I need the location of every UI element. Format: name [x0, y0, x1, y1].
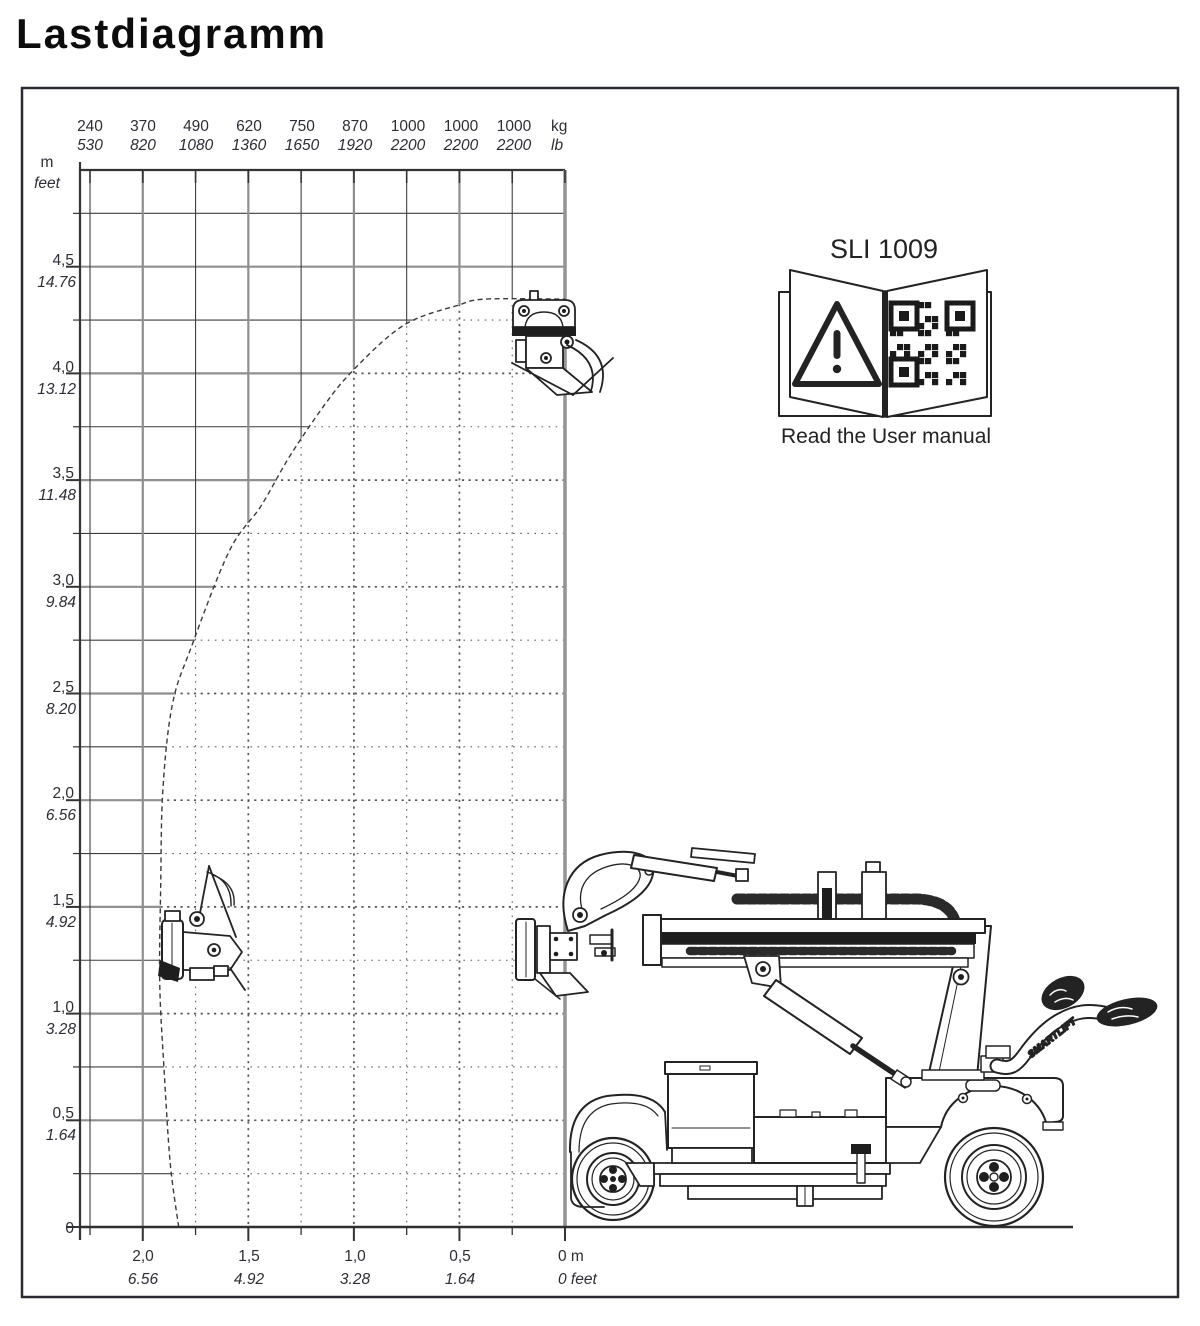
reach-zero-m-label: 0 m	[558, 1248, 584, 1265]
attachment-top-position	[512, 291, 613, 395]
lb-unit-label: lb	[551, 137, 564, 154]
height-feet-label: 1.64	[45, 1127, 76, 1144]
load-lb-label: 1360	[231, 137, 267, 154]
height-m-label: 1,5	[52, 892, 74, 909]
user-manual-annotation	[779, 234, 991, 448]
height-feet-label: 11.48	[38, 487, 76, 504]
axis-ticks	[66, 170, 565, 1241]
height-feet-label: 13.12	[37, 381, 76, 398]
load-lb-label: 530	[77, 137, 103, 154]
handle-grip-right	[1094, 992, 1160, 1031]
load-lb-label: 1650	[284, 137, 320, 154]
x-axis-labels	[128, 1248, 598, 1288]
height-feet-label: 6.56	[45, 807, 76, 824]
reach-m-label: 1,5	[238, 1248, 260, 1265]
load-lb-label: 2200	[443, 137, 479, 154]
height-m-label: 2,5	[52, 679, 74, 696]
y-axis-labels	[34, 154, 76, 1237]
model-label: SLI 1009	[829, 234, 939, 264]
capacity-envelope-curve	[160, 299, 565, 1227]
battery-box	[665, 1062, 757, 1163]
height-feet-label: 3.28	[45, 1021, 76, 1038]
height-m-label: 0,5	[52, 1105, 74, 1122]
load-kg-label: 490	[183, 118, 209, 135]
height-feet-label: 9.84	[45, 594, 76, 611]
machine-drawing	[516, 848, 1160, 1226]
reach-feet-label: 6.56	[127, 1271, 159, 1288]
load-kg-label: 620	[236, 118, 262, 135]
read-manual-note: Read the User manual	[780, 425, 992, 448]
lift-cylinder	[744, 956, 911, 1088]
load-lb-label: 2200	[390, 137, 426, 154]
reach-zero-feet-label: 0 feet	[558, 1271, 597, 1288]
height-m-label: 1,0	[52, 999, 74, 1016]
reach-feet-label: 4.92	[233, 1271, 265, 1288]
reach-m-label: 0,5	[449, 1248, 471, 1265]
tilt-cylinder-plate	[691, 848, 755, 863]
load-lb-label: 1080	[178, 137, 214, 154]
top-axis-labels	[77, 118, 567, 154]
load-kg-label: 370	[130, 118, 156, 135]
page-title: Lastdiagramm	[16, 10, 328, 57]
grid-dotted	[80, 170, 565, 1227]
height-m-label: 2,0	[52, 785, 74, 802]
load-kg-label: 750	[289, 118, 315, 135]
grid-solid	[80, 170, 565, 1227]
load-lb-label: 820	[130, 137, 156, 154]
height-m-label: 4,5	[52, 252, 74, 269]
m-unit-label: m	[40, 154, 54, 171]
kg-unit-label: kg	[551, 118, 568, 135]
load-kg-label: 1000	[390, 118, 426, 135]
load-kg-label: 1000	[496, 118, 532, 135]
load-lb-label: 1920	[337, 137, 373, 154]
height-m-label: 4,0	[52, 359, 74, 376]
height-zero-label: 0	[65, 1220, 74, 1237]
open-book-icon	[779, 270, 991, 417]
reach-feet-label: 3.28	[339, 1271, 371, 1288]
load-kg-label: 240	[77, 118, 103, 135]
height-feet-label: 14.76	[37, 274, 76, 291]
brand-label: SMARTLIFT	[1026, 1015, 1079, 1061]
feet-unit-label: feet	[34, 175, 60, 192]
chassis-deck	[626, 1163, 890, 1206]
load-kg-label: 1000	[443, 118, 479, 135]
rear-wheel	[945, 1128, 1043, 1226]
height-feet-label: 4.92	[45, 914, 76, 931]
load-lb-label: 2200	[496, 137, 532, 154]
attachment-reach-position	[158, 866, 245, 990]
reach-m-label: 2,0	[132, 1248, 154, 1265]
tiller-handle	[981, 969, 1160, 1072]
height-m-label: 3,5	[52, 465, 74, 482]
reach-m-label: 1,0	[344, 1248, 366, 1265]
reach-feet-label: 1.64	[444, 1271, 476, 1288]
height-m-label: 3,0	[52, 572, 74, 589]
height-feet-label: 8.20	[45, 701, 76, 718]
load-kg-label: 870	[342, 118, 368, 135]
